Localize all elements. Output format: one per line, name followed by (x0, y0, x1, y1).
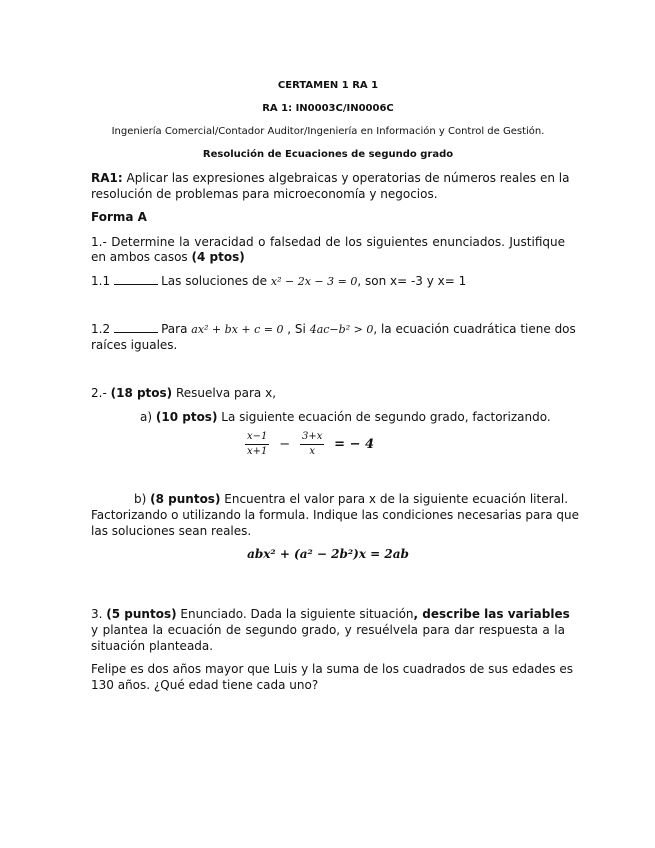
q3-line-1 (91, 606, 570, 622)
q3-points: (5 puntos) (106, 607, 177, 621)
fraction-1-denominator: x+1 (247, 446, 268, 457)
q3-line-3: situación planteada. (91, 639, 214, 653)
ra1-line-2: resolución de problemas para microeconomía y negocios. (91, 187, 438, 201)
careers-line: Ingeniería Comercial/Contador Auditor/Ingeniería en Información y Control de Gestión. (111, 126, 545, 137)
q2b-line-3: las soluciones sean reales. (91, 524, 252, 538)
fraction-2-denominator: x (309, 446, 315, 457)
q3-text-1: Enunciado. Dada la siguiente situación (180, 607, 414, 621)
fraction-1-numerator: x−1 (245, 430, 269, 445)
q1-item-2-text: Para (161, 322, 188, 336)
fraction-1 (245, 430, 269, 459)
ra1-line-1 (91, 170, 570, 186)
q3-bold-text: , describe las variables (413, 607, 570, 621)
q2a-label: a) (140, 410, 153, 424)
q3-number: 3. (91, 607, 103, 621)
q2b-points: (8 puntos) (150, 492, 221, 506)
q1-intro-1: 1.- Determine la veracidad o falsedad de los siguientes enunciados. Justifique (91, 235, 565, 249)
q2a-heading (140, 409, 565, 425)
course-codes: RA 1: IN0003C/IN0006C (262, 103, 394, 114)
q2-text: Resuelva para x, (176, 386, 277, 400)
q2a-equation (245, 430, 374, 459)
fraction-2-numerator: 3+x (300, 430, 324, 445)
q1-item-2-line-2: raíces iguales. (91, 338, 178, 352)
ra1-text-1: Aplicar las expresiones algebraicas y operatorias de números reales en la (126, 171, 570, 185)
q2-points: (18 ptos) (110, 386, 173, 400)
q3-problem-1: Felipe es dos años mayor que Luis y la suma de los cuadrados de sus edades es (91, 662, 574, 676)
q2b-text-1: Encuentra el valor para x de la siguiente ecuación literal. (224, 492, 569, 506)
q1-item-1-equation: x² − 2x − 3 = 0 (270, 275, 358, 288)
q2a-points: (10 ptos) (155, 410, 218, 424)
q1-item-2-rest: , la ecuación cuadrática tiene dos (373, 322, 576, 336)
topic-title: Resolución de Ecuaciones de segundo grado (202, 149, 454, 160)
exam-title: CERTAMEN 1 RA 1 (277, 80, 379, 91)
q2b-line-2: Factorizando o utilizando la formula. Indique las condiciones necesarias para que (91, 508, 580, 522)
equation-rhs: = − 4 (334, 437, 375, 452)
q2b-equation (91, 546, 565, 562)
q1-intro-text: en ambos casos (91, 250, 188, 264)
q1-item-2 (91, 321, 576, 338)
q2-number: 2.- (91, 386, 107, 400)
minus-sign: − (279, 437, 291, 452)
q2-heading (91, 385, 565, 401)
q3-line-2: y plantea la ecuación de segundo grado, y resuélvela para dar respuesta a la (91, 623, 565, 637)
q1-points: (4 ptos) (191, 250, 245, 264)
q3-problem-2: 130 años. ¿Qué edad tiene cada uno? (91, 678, 319, 692)
q2b-line-1 (134, 491, 569, 507)
form-label: Forma A (91, 210, 147, 224)
fraction-2 (300, 430, 324, 459)
q1-item-1-number: 1.1 (91, 274, 111, 288)
q1-item-1 (91, 273, 565, 290)
q1-item-2-equation: ax² + bx + c = 0 (191, 323, 284, 336)
q1-item-2-number: 1.2 (91, 322, 111, 336)
q1-item-2-mid: , Si (283, 322, 306, 336)
q2a-text: La siguiente ecuación de segundo grado, factorizando. (221, 410, 551, 424)
ra1-label: RA1: (91, 171, 123, 185)
q1-intro-2 (91, 249, 565, 265)
q1-item-1-rest: , son x= -3 y x= 1 (357, 274, 467, 288)
q2b-label: b) (134, 492, 147, 506)
answer-blank (114, 321, 158, 333)
q1-item-1-text: Las soluciones de (161, 274, 268, 288)
q1-item-2-condition: 4ac−b² > 0 (309, 323, 374, 336)
answer-blank (114, 273, 158, 285)
literal-equation: abx² + (a² − 2b²)x = 2ab (247, 547, 409, 561)
